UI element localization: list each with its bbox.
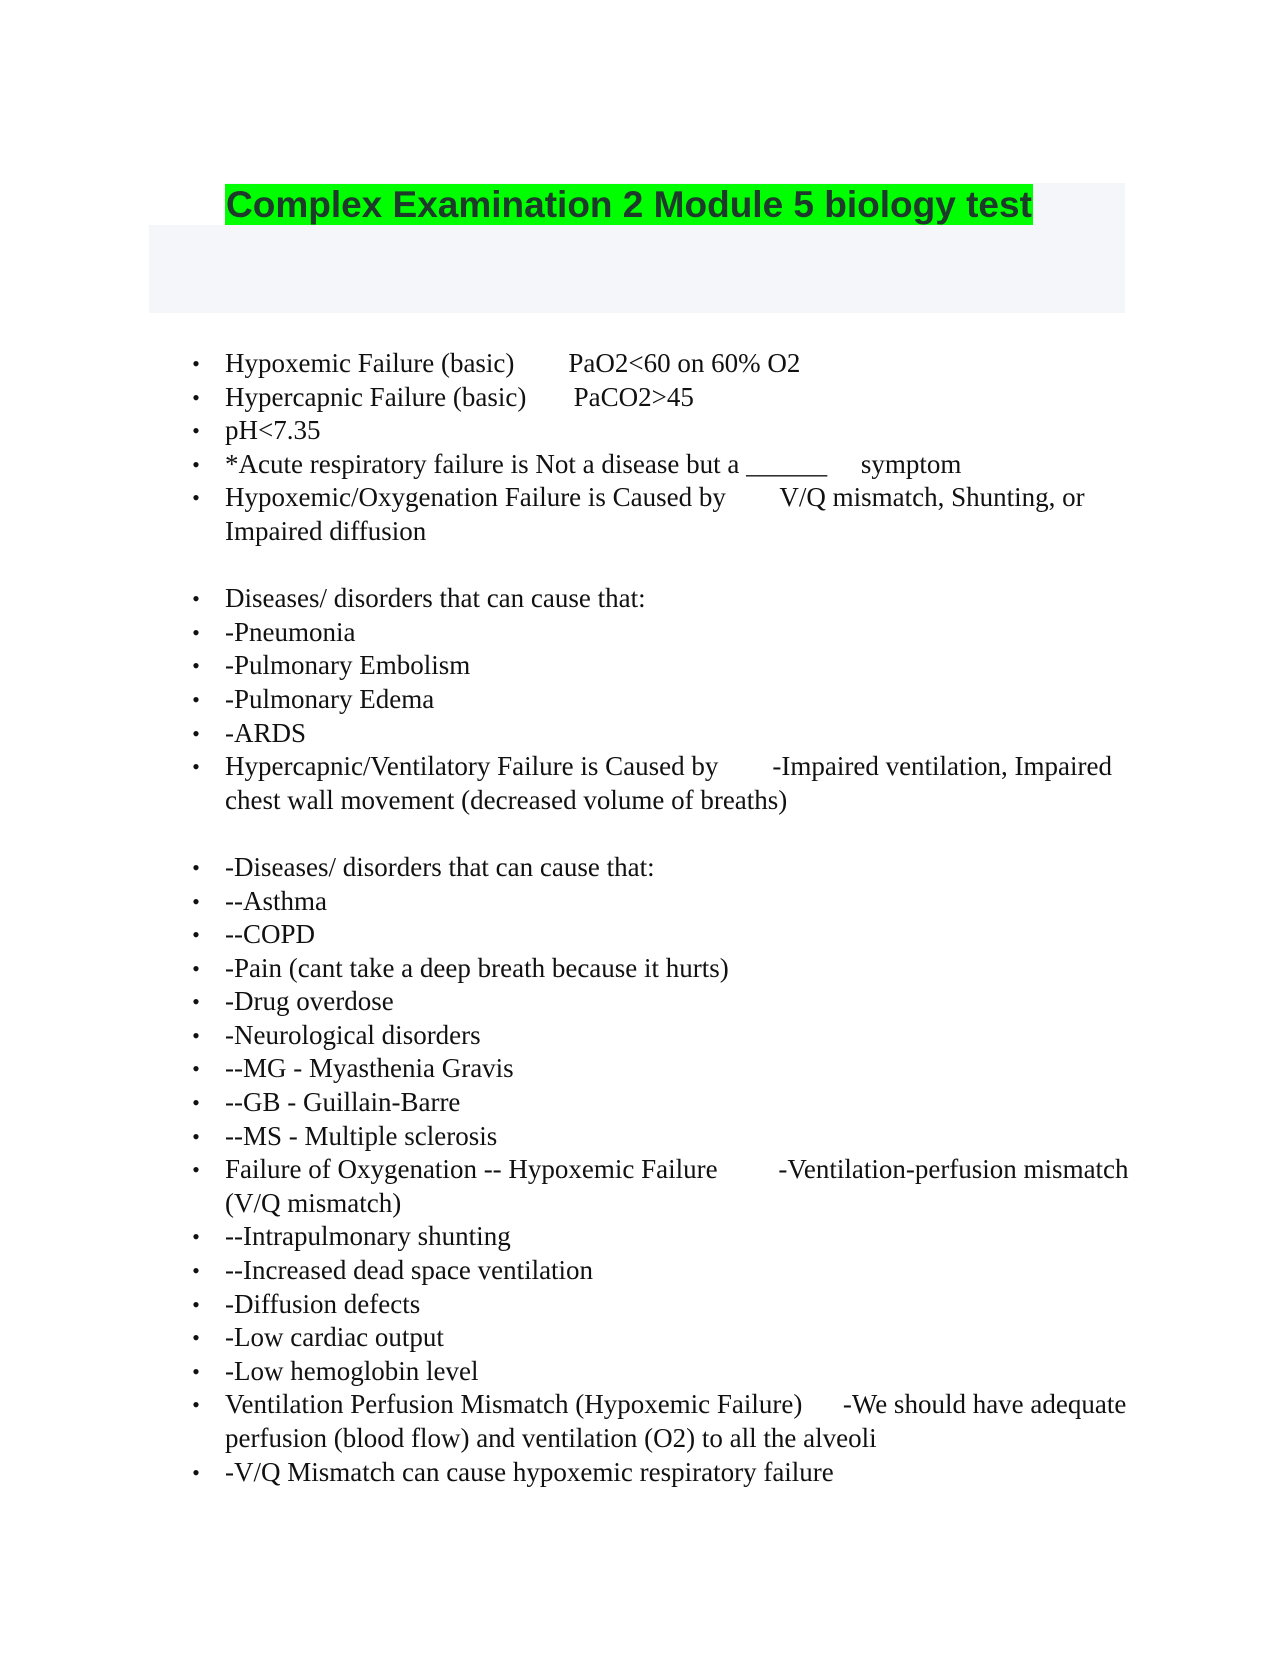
list-item-text: Ventilation Perfusion Mismatch (Hypoxemic Failure) -We should have adequate perfusion (blood flow) and ventilation (O2) to all the alveoli [225,1389,1134,1453]
list-item [192,985,1135,1019]
list-item-text: *Acute respiratory failure is Not a disease but a ______ symptom [225,448,962,479]
bullet-icon: • [192,619,200,645]
document-title-text: Complex Examination 2 Module 5 biology test [226,184,1032,225]
list-item [192,1052,1135,1086]
document-title [225,183,1033,227]
list-item-text: --Intrapulmonary shunting [225,1221,511,1252]
bullet-icon: • [192,854,200,880]
list-item [192,481,1135,548]
paragraph-gap [0,549,1280,583]
list-item [192,1220,1135,1254]
list-item [192,952,1135,986]
list-item-text: --MG - Myasthenia Gravis [225,1053,514,1084]
list-item [192,381,1135,415]
list-item [192,1120,1135,1154]
list-item [192,347,1135,381]
list-item [192,1288,1135,1322]
bullet-icon: • [192,451,200,477]
bullet-icon: • [192,653,200,679]
bullet-icon: • [192,989,200,1015]
list-item [192,750,1135,817]
bullet-icon: • [192,1123,200,1149]
document-body [0,347,1280,1489]
list-item [192,717,1135,751]
list-item-text: -Pain (cant take a deep breath because it hurts) [225,952,729,983]
bullet-icon: • [192,922,200,948]
list-item-text: --MS - Multiple sclerosis [225,1120,498,1151]
list-item-text: -Pulmonary Embolism [225,650,471,681]
list-item [192,1388,1135,1455]
list-item-text: -Neurological disorders [225,1019,481,1050]
list-item [192,851,1135,885]
list-item [192,1254,1135,1288]
bullet-icon: • [192,1157,200,1183]
bullet-icon: • [192,351,200,376]
list-item-text: --Asthma [225,885,327,916]
list-item-text: -Pulmonary Edema [225,683,435,714]
bullet-icon: • [192,1392,200,1418]
bullet-icon: • [192,1358,200,1384]
list-item-text: -Diffusion defects [225,1288,421,1319]
bullet-icon: • [192,1224,200,1250]
list-item [192,1086,1135,1120]
list-item-text: -Low hemoglobin level [225,1355,479,1386]
list-item-text: -Drug overdose [225,986,394,1017]
list-item-text: Failure of Oxygenation -- Hypoxemic Failure -Ventilation-perfusion mismatch (V/Q mismatch) [225,1154,1136,1218]
list-item-text: --GB - Guillain-Barre [225,1087,461,1118]
list-item-text: Hypoxemic Failure (basic) PaO2<60 on 60% O2 [225,348,801,378]
list-item [192,1456,1135,1490]
list-item [192,1019,1135,1053]
bullet-icon: • [192,586,200,612]
list-item-text: Hypercapnic/Ventilatory Failure is Caused by -Impaired ventilation, Impaired chest wall movement (decreased volume of breaths) [225,751,1119,815]
bullet-icon: • [192,1325,200,1351]
list-item-text: pH<7.35 [225,415,321,446]
bullet-icon: • [192,1090,200,1116]
list-item [192,918,1135,952]
list-item-text: -Diseases/ disorders that can cause that: [225,851,655,882]
bullet-icon: • [192,1291,200,1317]
list-item [192,582,1135,616]
bullet-icon: • [192,485,200,511]
bullet-icon: • [192,384,200,410]
list-item [192,1355,1135,1389]
list-item-text: -V/Q Mismatch can cause hypoxemic respiratory failure [225,1456,834,1487]
list-item [192,616,1135,650]
bullet-icon: • [192,1459,200,1485]
list-item [192,885,1135,919]
list-item [192,683,1135,717]
bullet-icon: • [192,955,200,981]
paragraph-gap [0,817,1280,851]
bullet-icon: • [192,418,200,444]
bullet-icon: • [192,686,200,712]
bullet-icon: • [192,754,200,780]
list-item-text: Diseases/ disorders that can cause that: [225,583,646,614]
bullet-icon: • [192,888,200,914]
list-item-text: -Pneumonia [225,616,356,647]
list-item [192,649,1135,683]
bullet-icon: • [192,1056,200,1082]
list-item [192,414,1135,448]
title-band-notch [149,183,225,225]
bullet-icon: • [192,1258,200,1284]
bullet-icon: • [192,720,200,746]
list-item-text: --COPD [225,919,316,950]
list-item [192,1321,1135,1355]
list-item [192,1153,1136,1220]
list-item-text: -Low cardiac output [225,1322,444,1353]
list-item-text: --Increased dead space ventilation [225,1255,594,1286]
list-item-text: -ARDS [225,717,307,748]
list-item-text: Hypercapnic Failure (basic) PaCO2>45 [225,381,694,412]
list-item [192,448,1135,482]
list-item-text: Hypoxemic/Oxygenation Failure is Caused by V/Q mismatch, Shunting, or Impaired diffusion [225,482,1092,546]
bullet-icon: • [192,1022,200,1048]
